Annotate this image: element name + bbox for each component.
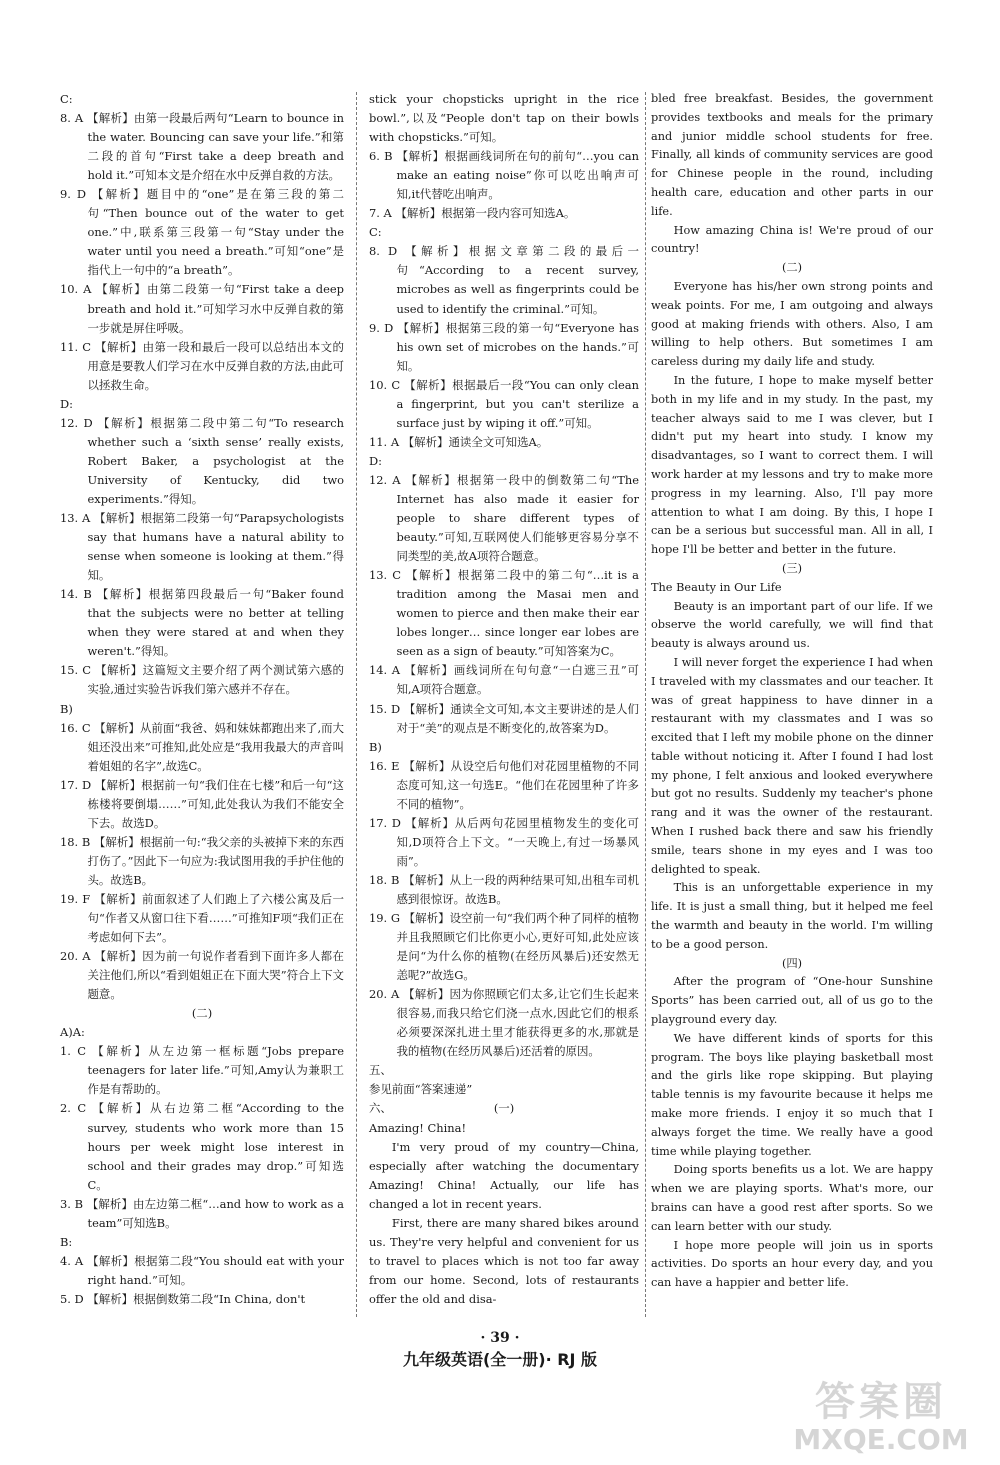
answer-item: 9. D 【解析】题目中的“one”是在第三段的第二句“Then bounce out of the water to get one.”中,联系第三段第一句“Stay under the water until you need a breath.”可知“one”是指代上一句中的“a breath”。 — [60, 187, 344, 278]
answer-item: 8. A 【解析】由第一段最后两句“Learn to bounce in the water. Bouncing can save your life.”和第二段的首句“First take a deep breath and hold it.”可知本文是介绍在水中反弹自救的方法。 — [60, 111, 344, 183]
answer-item: 16. E 【解析】从设空后句他们对花园里植物的不同态度可知,这一句选E。“他们在花园里种了许多不同的植物”。 — [369, 758, 639, 811]
answer-item: 11. C 【解析】由第一段和最后一段可以总结出本文的用意是要教人们学习在水中反弹自救的方法,由此可以拯救生命。 — [60, 339, 344, 392]
answer-item: 1. C 【解析】从左边第一框标题“Jobs prepare teenagers for later life.”可知,Amy认为兼职工作是有帮助的。 — [60, 1044, 344, 1097]
answer-column-3 — [651, 90, 933, 1293]
answer-item: 16. C 【解析】从前面“我爸、妈和妹妹都跑出来了,而大姐还没出来”可推知,此处应是“我用我最大的声音叫着姐姐的名字”,故选C。 — [60, 720, 344, 773]
answer-item: 8. D 【解析】根据文章第二段的最后一句“According to a recent survey, microbes as well as fingerprints could be used to identify the criminal.”可知。 — [369, 244, 639, 316]
answer-item: 13. A 【解析】根据第二段第一句“Parapsychologists say that humans have a natural ability to sense when someone is looking at them.”得知。 — [60, 511, 344, 583]
answer-item: 5. D 【解析】根据倒数第二段“In China, don't — [60, 1291, 306, 1306]
essay-paragraph: Doing sports benefits us a lot. We are happy when we are playing sports. What's more, our brains can have a good rest after sports. So we can learn better with our study. — [651, 1163, 933, 1233]
answer-line: stick your chopsticks upright in the rice bowl.”,以及“People don't tap on their bowls with chopsticks.”可知。 — [369, 92, 639, 145]
essay-paragraph: I'm very proud of my country—China, especially after watching the documentary Amazing! China! Actually, our life has changed a lot in recent years. — [369, 1139, 639, 1211]
essay-paragraph: First, there are many shared bikes around us. They're very helpful and convenient for us to travel to places which is not too far away from our home. Second, lots of restaurants offer the old and disa- — [369, 1216, 639, 1307]
answer-item: 6. B 【解析】根据画线词所在句的前句“…you can make an eating noise”你可以吃出响声可知,it代替吃出响声。 — [369, 149, 639, 202]
answer-item: 12. A 【解析】根据第一段中的倒数第二句“The Internet has also made it easier for people to share different types of beauty.”可知,互联网使人们能够更容易分享不同类型的美,故A项符合题意。 — [369, 472, 639, 564]
answer-item: 19. G 【解析】设空前一句“我们两个种了同样的植物并且我照顾它们比你更小心,更好可知,此处应该是问“为什么你的植物(在经历风暴后)还安然无恙呢?”故选G。 — [369, 911, 639, 983]
answer-item: 19. F 【解析】前面叙述了人们跑上了六楼公寓及后一句“作者又从窗口往下看……”可推知F项“我们正在考虑如何下去”。 — [60, 891, 344, 945]
answer-line: 参见前面“答案速递” — [369, 1082, 473, 1097]
answer-item: 15. C 【解析】这篇短文主要介绍了两个测试第六感的实验,通过实验告诉我们第六感并不存在。 — [60, 663, 344, 697]
answer-column-2 — [369, 90, 639, 1309]
answer-line: B) — [369, 739, 382, 754]
essay-paragraph: How amazing China is! We're proud of our country! — [651, 223, 933, 256]
answer-item: 7. A 【解析】根据第一段内容可知选A。 — [369, 206, 576, 221]
answer-item: 3. B 【解析】由左边第二框“…and how to work as a team”可知选B。 — [60, 1196, 344, 1230]
answer-item: 9. D 【解析】根据第三段的第一句“Everyone has his own set of microbes on the hands.”可知。 — [369, 320, 639, 373]
answer-line: 五、 — [369, 1063, 392, 1078]
essay-title: The Beauty in Our Life — [651, 580, 782, 594]
essay-paragraph: I hope more people will join us in sports activities. Do sports an hour every day, and you can have a happier and better life. — [651, 1238, 933, 1290]
essay-paragraph: In the future, I hope to make myself better both in my life and in my study. In the past, my teacher always said to me I was clever, but I didn't put my heart into study. I know my disadvantages, so I want to correct them. I will work harder at my lessons and try to make more progress in my learning. Also, I'll pay more attention to what I am doing. By this, I hope I can be a serious but successful man. All in all, I hope I'll be better and better in the future. — [651, 373, 933, 557]
answer-column-1 — [60, 90, 344, 1309]
section-heading — [369, 1099, 639, 1118]
essay-paragraph: I will never forget the experience I had when I traveled with my classmates and our teacher. It was of great happiness to have dinner in a restaurant with my classmates and I was so excited that I left my mobile phone on the dinner table without noticing it. After I found I had lost my phone, I felt anxious and looked everywhere but got no results. Suddenly my teacher's phone rang and it was the owner of the restaurant. When I rushed back there and saw his friendly smile, tears shone in my eyes and I was too delighted to speak. — [651, 655, 933, 876]
essay-title: Amazing! China! — [369, 1120, 467, 1135]
answer-item: 20. A 【解析】因为前一句说作者看到下面许多人都在关注他们,所以“看到姐姐正在下面大哭”符合上下文题意。 — [60, 949, 344, 1002]
answer-item: 17. D 【解析】从后两句花园里植物发生的变化可知,D项符合上下文。“一天晚上,有过一场暴风雨”。 — [369, 815, 639, 868]
essay-paragraph: After the program of “One-hour Sunshine Sports” has been carried out, all of us go to the playground every day. — [651, 975, 933, 1027]
section-number: 六、 — [369, 1101, 392, 1116]
answer-item: 18. B 【解析】根据前一句:“我父亲的头被掉下来的东西打伤了。”因此下一句应为:我试图用我的手护住他的头。故选B。 — [60, 834, 344, 887]
answer-item: 14. B 【解析】根据第四段最后一句“Baker found that the subjects were no better at telling when they were stared at and when they weren't.”得知。 — [60, 587, 344, 659]
answer-item: 10. A 【解析】由第二段第一句“First take a deep breath and hold it.”可知学习水中反弹自救的第一步就是屏住呼吸。 — [60, 282, 344, 335]
section-marker: (一) — [493, 1101, 515, 1116]
answer-item: 14. A 【解析】画线词所在句句意“一白遮三丑”可知,A项符合题意。 — [369, 663, 639, 697]
essay-paragraph: Everyone has his/her own strong points and weak points. For me, I am outgoing and always good at making friends with others. Also, I am willing to help others. But sometimes I am careless during my daily life and study. — [651, 279, 933, 369]
essay-paragraph: This is an unforgettable experience in my life. It is just a small thing, but it helped me feel the warmth and beauty in the world. I'm willing to be a good person. — [651, 881, 933, 951]
answer-item: 15. D 【解析】通读全文可知,本文主要讲述的是人们对于“美”的观点是不断变化的,故答案为D。 — [369, 701, 639, 735]
page-footer — [0, 1328, 1000, 1372]
section-marker: (三) — [781, 561, 803, 575]
answer-item: 20. A 【解析】因为你照顾它们太多,让它们生长起来很容易,而我只给它们浇一点水,因此它们的根系必须要深深扎进土里才能获得更多的水,那就是我的植物(在经历风暴后)还活着的原因。 — [369, 987, 639, 1059]
answer-line: B) — [60, 701, 73, 716]
essay-paragraph: Beauty is an important part of our life. If we observe the world carefully, we will find that beauty is always around us. — [651, 599, 933, 651]
answer-item: 12. D 【解析】根据第二段中第二句“To research whether such a ‘sixth sense’ really exists, Robert Baker, a psychologist at the University of Kentucky, did two experiments.”得知。 — [60, 415, 344, 506]
book-title: 九年级英语(全一册)· RJ 版 — [402, 1350, 598, 1369]
answer-item: 11. A 【解析】通读全文可知选A。 — [369, 434, 549, 449]
section-marker: (四) — [781, 956, 803, 970]
answer-item: 2. C 【解析】从右边第二框“According to the survey, students who work more than 15 hours per week might lose interest in school and their grades may drop.”可知选C。 — [60, 1101, 344, 1192]
section-marker: (二) — [191, 1006, 213, 1021]
answer-line: B: — [60, 1234, 73, 1249]
answer-line: C: — [369, 225, 382, 240]
answer-line: A)A: — [60, 1025, 85, 1040]
essay-paragraph: We have different kinds of sports for this program. The boys like playing basketball most and the girls like rope skipping. But playing table tennis is my favourite because it helps me make more friends. I enjoy it so much that I always forget the time. We really have a good time while playing together. — [651, 1031, 933, 1158]
answer-line: bled free breakfast. Besides, the government provides textbooks and meals for the primary and junior middle school students for free. Finally, all kinds of community services are good for Chinese people in the round, including health care, education and other parts in our life. — [651, 92, 933, 218]
answer-item: 10. C 【解析】根据最后一段“You can only clean a fingerprint, but you can't sterilize a surface just by wiping it off.”可知。 — [369, 377, 639, 430]
answer-item: 18. B 【解析】从上一段的两种结果可知,出租车司机感到很惊讶。故选B。 — [369, 872, 639, 906]
watermark-logo: 答案圈 MXQE.COM — [793, 1379, 969, 1456]
answer-line: D: — [369, 453, 383, 468]
answer-line: C: — [60, 92, 73, 106]
answer-item: 4. A 【解析】根据第二段“You should eat with your right hand.”可知。 — [60, 1253, 344, 1287]
column-divider — [356, 92, 357, 1317]
answer-item: 13. C 【解析】根据第二段中的第二句“…it is a tradition among the Masai men and women to pierce and then make their ear lobes longer… since longer ear lobes are seen as a sign of beauty.”可知答案为C。 — [369, 568, 639, 659]
column-divider — [645, 92, 646, 1317]
answer-line: D: — [60, 396, 74, 411]
page-number: · 39 · — [480, 1330, 520, 1346]
section-marker: (二) — [781, 261, 803, 275]
answer-item: 17. D 【解析】根据前一句“我们住在七楼”和后一句“这栋楼将要倒塌……”可知,此处我认为我们不能安全下去。故选D。 — [60, 777, 344, 830]
